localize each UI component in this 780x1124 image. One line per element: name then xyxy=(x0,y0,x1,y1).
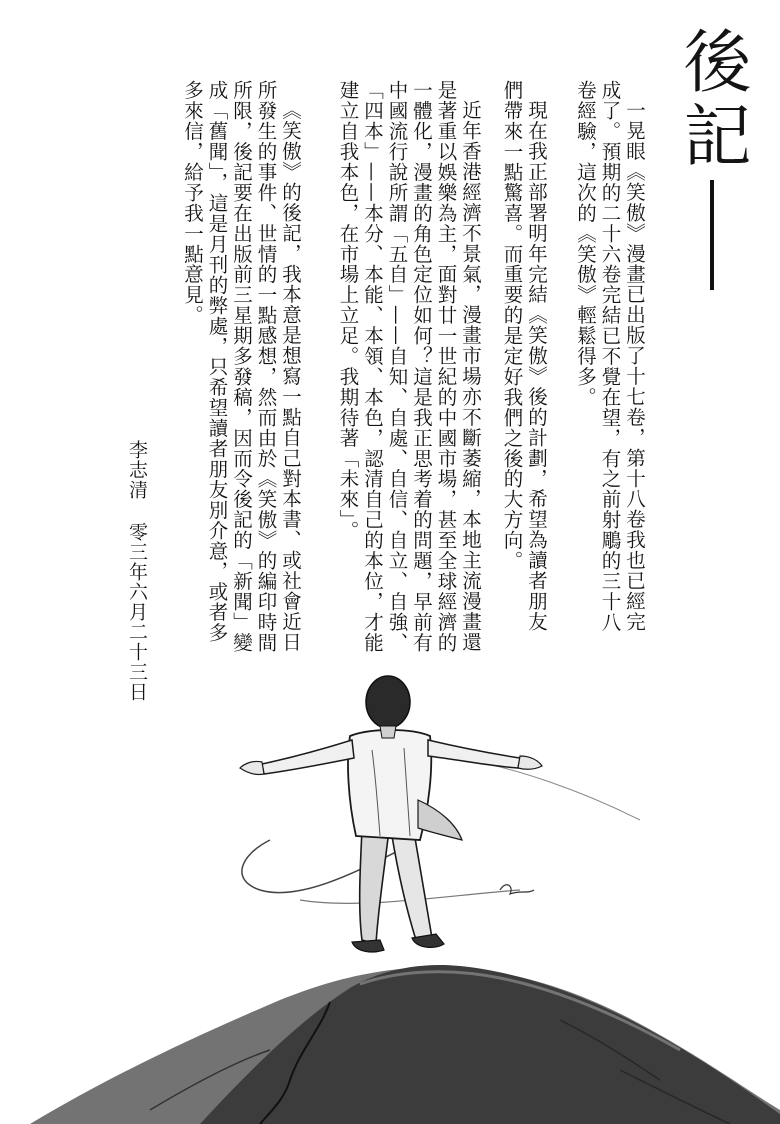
paragraph-2: 現在我正部署明年完結《笑傲》後的計劃，希望為讀者朋友們帶來一點驚喜。而重要的是定好我們之後的大方向。 xyxy=(500,80,548,632)
boy-left-foot xyxy=(352,940,384,952)
hill-top xyxy=(200,965,780,1124)
author-name: 李志清 xyxy=(126,440,148,500)
signature-date: 零三年六月二十三日 xyxy=(126,522,148,702)
boy-head xyxy=(366,676,410,728)
boy-left-hand xyxy=(240,761,264,774)
boy-on-hill-illustration xyxy=(0,640,780,1124)
boy-right-hand xyxy=(518,756,542,769)
boy-left-leg xyxy=(360,830,388,944)
boy-right-arm xyxy=(428,740,520,768)
artist-mark xyxy=(500,885,534,894)
paragraph-4: 《笑傲》的後記，我本意是想寫一點自己對本書、或社會近日所發生的事件、世情的一點感想，然而由於《笑傲》的編印時間所限，後記要在出版前三星期多發稿，因而令後記的「新聞」變成「舊聞」，這是月刊的弊處，只希望讀者朋友別介意，或者多多來信，給予我一點意見。 xyxy=(181,80,302,653)
boy-neck xyxy=(380,726,396,738)
boy-right-leg xyxy=(392,832,432,940)
wind-streak-3 xyxy=(470,760,640,820)
shirt-flap xyxy=(418,800,462,840)
page-title: 後記 xyxy=(672,26,751,174)
boy-left-arm xyxy=(262,740,354,774)
paragraph-1: 一晃眼《笑傲》漫畫已出版了十七卷，第十八卷我也已經完成了。預期的二十六卷完結已不覺在望，有之前射鵰的三十八卷經驗，這次的《笑傲》輕鬆得多。 xyxy=(574,80,646,633)
title-dash xyxy=(710,180,714,290)
paragraph-3: 近年香港經濟不景氣，漫畫市場亦不斷萎縮，本地主流漫畫還是著重以娛樂為主，面對廿一世紀的中國市場，甚至全球經濟的一體化，漫畫的角色定位如何？這是我正思考着的問題，早前有中國流行說所謂「五自」——自知、自處、自信、自立、自強、「四本」——本分、本能、本領、本色，認清自己的本位，才能建立自我本色，在市場上立足。我期待著「未來」。 xyxy=(336,80,482,653)
